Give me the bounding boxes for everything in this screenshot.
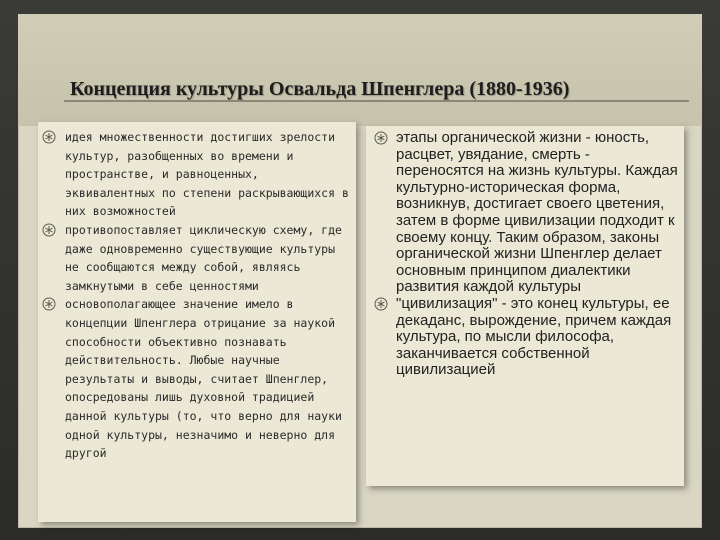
circled-asterisk-icon (42, 130, 56, 144)
slide-title: Концепция культуры Освальда Шпенглера (1880-1936) (70, 78, 570, 100)
circled-asterisk-icon (42, 223, 56, 237)
bullet-text: "цивилизация" - это конец культуры, ее декаданс, вырождение, причем каждая культура, по мысли философа, заканчивается собственной цивилизацией (396, 294, 672, 379)
left-text-panel (38, 122, 356, 522)
list-item (396, 130, 678, 296)
title-band (18, 14, 702, 126)
left-bullet-list (65, 128, 351, 463)
bullet-text: основополагающее значение имело в концепции Шпенглера отрицание за наукой способности объективно познавать действительность. Любые научные результаты и выводы, считает Шпенглер, опосредованы лишь духовной традицией данной культуры (то, что верно для науки одной культуры, незначимо и неверно для другой (65, 297, 342, 461)
list-item (396, 296, 678, 379)
bullet-text: идея множественности достигших зрелости культур, разобщенных во времени и пространстве, и равноценных, эквивалентных по степени раскрывающихся в них возможностей (65, 130, 349, 219)
list-item (65, 221, 351, 295)
circled-asterisk-icon (374, 297, 388, 311)
list-item (65, 128, 351, 221)
list-item (65, 295, 351, 462)
right-bullet-list (396, 130, 678, 379)
bullet-text: этапы органической жизни - юность, расцвет, увядание, смерть - переносятся на жизнь культуры. Каждая культурно-историческая форма, возникнув, достигает своего цветения, затем в форме цивилизации подходит к своему концу. Таким образом, законы органической жизни Шпенглер делает основным принципом диалектики развития каждой культуры (396, 129, 678, 296)
title-underline (64, 100, 689, 102)
circled-asterisk-icon (374, 131, 388, 145)
bullet-text: противопоставляет циклическую схему, где даже одновременно существующие культуры не сообщаются между собой, являясь замкнутыми в себе ценностями (65, 222, 342, 293)
right-text-panel (366, 126, 684, 486)
circled-asterisk-icon (42, 297, 56, 311)
